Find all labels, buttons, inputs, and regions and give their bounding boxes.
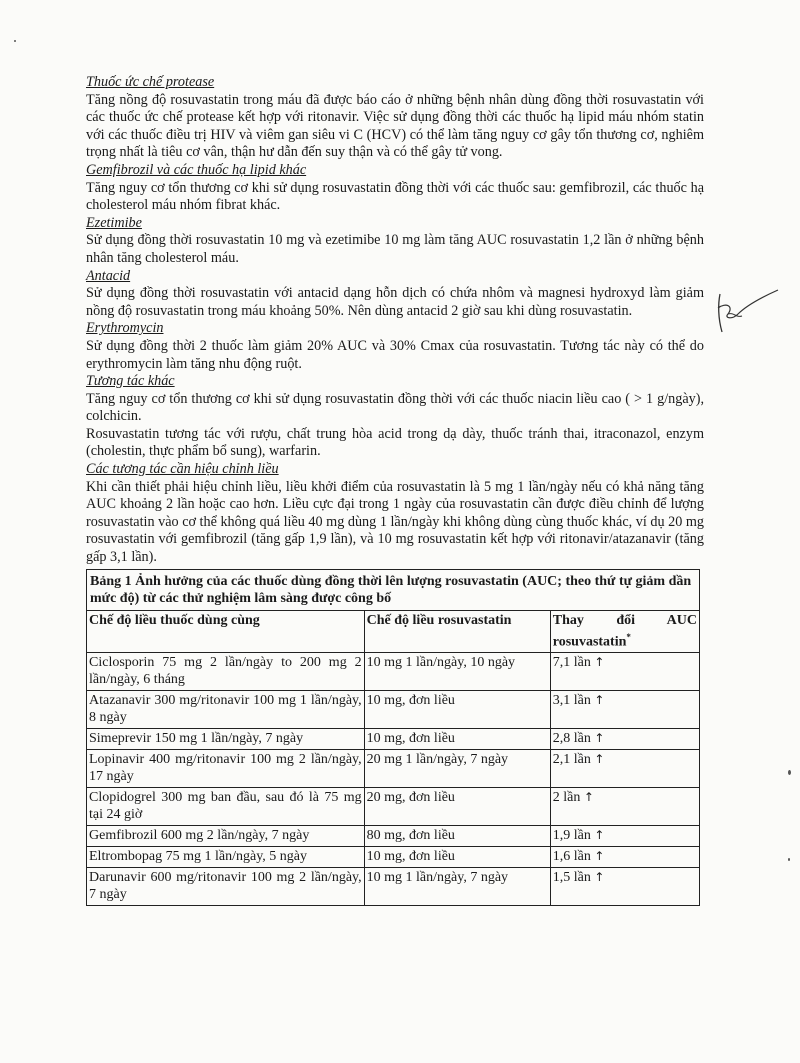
section-paragraph: Tăng nồng độ rosuvastatin trong máu đã được báo cáo ở những bệnh nhân dùng đồng thời rosuvastatin với các thuốc ức chế protease kết hợp với ritonavir. Việc sử dụng đồng thời các thuốc hạ lipid máu nhóm statin với các thuốc điều trị HIV và viêm gan siêu vi C (HCV) có thể làm tăng nguy cơ gây tổn thương cơ, nghiêm trọng nhất là tiêu cơ vân, thận hư dẫn đến suy thận và có thể gây tử vong. <box>86 91 704 161</box>
cell-rosuvastatin-dose <box>364 691 550 729</box>
cell-auc-change-text: 1,5 lần <box>552 870 591 886</box>
cell-coadministered-drug-text: Clopidogrel 300 mg ban đầu, sau đó là 75 mg tại 24 giờ <box>89 790 362 823</box>
document-page <box>86 74 704 906</box>
section-paragraph: Rosuvastatin tương tác với rượu, chất trung hòa acid trong dạ dày, thuốc tránh thai, itraconazol, enzym (cholestin, thực phẩm bổ sung), warfarin. <box>86 425 704 460</box>
table-body <box>87 653 700 906</box>
column-header-coadministered-drug: Chế độ liều thuốc dùng cùng <box>87 610 365 653</box>
cell-rosuvastatin-dose <box>364 847 550 868</box>
table-caption: Bảng 1 Ảnh hưởng của các thuốc dùng đồng thời lên lượng rosuvastatin (AUC; theo thứ tự giảm dần mức độ) từ các thử nghiệm lâm sàng được công bố <box>87 569 700 610</box>
table-row <box>87 691 700 729</box>
section-paragraph: Tăng nguy cơ tổn thương cơ khi sử dụng rosuvastatin đồng thời với các thuốc sau: gemfibrozil, các thuốc hạ cholesterol máu nhóm fibrat khác. <box>86 179 704 214</box>
cell-auc-change <box>550 826 699 847</box>
section-paragraph: Tăng nguy cơ tổn thương cơ khi sử dụng rosuvastatin đồng thời với các thuốc niacin liều cao ( > 1 g/ngày), colchicin. <box>86 390 704 425</box>
cell-coadministered-drug <box>87 868 365 906</box>
interaction-sections <box>86 74 704 567</box>
cell-auc-change <box>550 868 699 906</box>
section-paragraph: Khi cần thiết phải hiệu chỉnh liều, liều khởi điểm của rosuvastatin là 5 mg 1 lần/ngày nếu có khả năng tăng AUC khoảng 2 lần hoặc cao hơn. Liều cực đại trong 1 ngày của rosuvastatin cần được điều chỉnh để lượng rosuvastatin vào cơ thể không quá liều 40 mg dùng 1 lần/ngày khi không dùng cùng thuốc khác, ví dụ 20 mg rosuvastatin với gemfibrozil (tăng gấp 1,9 lần), và 10 mg rosuvastatin kết hợp với ritonavir/atazanavir (tăng gấp 3,1 lần). <box>86 478 704 566</box>
table-row <box>87 868 700 906</box>
scan-speck <box>788 770 791 775</box>
cell-auc-change <box>550 788 699 826</box>
cell-coadministered-drug <box>87 788 365 826</box>
increase-arrow-icon: ↑ <box>594 828 605 843</box>
cell-rosuvastatin-dose <box>364 826 550 847</box>
cell-coadministered-drug-text: Gemfibrozil 600 mg 2 lần/ngày, 7 ngày <box>89 828 310 844</box>
cell-rosuvastatin-dose-text: 80 mg, đơn liều <box>366 828 455 844</box>
table-header-row <box>87 610 700 653</box>
column-header-rosuvastatin-dose: Chế độ liều rosuvastatin <box>364 610 550 653</box>
column-header-auc-change-label: Thay đổi AUC rosuvastatin <box>552 612 697 650</box>
table-row <box>87 847 700 868</box>
section-title: Antacid <box>86 267 131 284</box>
cell-rosuvastatin-dose <box>364 729 550 750</box>
cell-rosuvastatin-dose-text: 20 mg, đơn liều <box>366 790 455 806</box>
cell-auc-change <box>550 847 699 868</box>
column-header-auc-change <box>550 610 699 653</box>
cell-coadministered-drug-text: Ciclosporin 75 mg 2 lần/ngày to 200 mg 2 lần/ngày, 6 tháng <box>89 655 362 688</box>
cell-auc-change <box>550 653 699 691</box>
cell-coadministered-drug <box>87 847 365 868</box>
table-row <box>87 653 700 691</box>
cell-coadministered-drug-text: Lopinavir 400 mg/ritonavir 100 mg 2 lần/ngày, 17 ngày <box>89 752 362 785</box>
section-paragraph: Sử dụng đồng thời 2 thuốc làm giảm 20% AUC và 30% Cmax của rosuvastatin. Tương tác này có thể do erythromycin làm tăng nhu động ruột. <box>86 337 704 372</box>
cell-auc-change-text: 7,1 lần <box>552 655 591 671</box>
section-paragraph: Sử dụng đồng thời rosuvastatin 10 mg và ezetimibe 10 mg làm tăng AUC rosuvastatin 1,2 lần ở những bệnh nhân tăng cholesterol máu. <box>86 232 704 266</box>
cell-rosuvastatin-dose-text: 10 mg, đơn liều <box>366 731 455 747</box>
increase-arrow-icon: ↑ <box>594 693 605 708</box>
cell-auc-change-text: 2 lần <box>552 790 581 806</box>
increase-arrow-icon: ↑ <box>594 655 605 670</box>
cell-rosuvastatin-dose-text: 10 mg 1 lần/ngày, 7 ngày <box>366 870 509 886</box>
cell-rosuvastatin-dose-text: 10 mg, đơn liều <box>366 849 455 865</box>
increase-arrow-icon: ↑ <box>594 870 605 885</box>
cell-rosuvastatin-dose-text: 20 mg 1 lần/ngày, 7 ngày <box>366 752 509 768</box>
table-caption-row <box>87 569 700 610</box>
cell-auc-change-text: 1,9 lần <box>552 828 591 844</box>
cell-rosuvastatin-dose <box>364 653 550 691</box>
section-title: Erythromycin <box>86 320 164 337</box>
cell-auc-change <box>550 729 699 750</box>
cell-auc-change-text: 3,1 lần <box>552 693 591 709</box>
cell-coadministered-drug <box>87 826 365 847</box>
cell-coadministered-drug-text: Darunavir 600 mg/ritonavir 100 mg 2 lần/ngày, 7 ngày <box>89 870 362 903</box>
cell-auc-change-text: 1,6 lần <box>552 849 591 865</box>
cell-coadministered-drug-text: Eltrombopag 75 mg 1 lần/ngày, 5 ngày <box>89 849 307 865</box>
table-row <box>87 729 700 750</box>
table-row <box>87 750 700 788</box>
section-paragraph: Sử dụng đồng thời rosuvastatin với antacid dạng hỗn dịch có chứa nhôm và magnesi hydroxyd làm giảm nồng độ rosuvastatin trong máu khoảng 50%. Nên dùng antacid 2 giờ sau khi dùng rosuvastatin. <box>86 285 704 319</box>
increase-arrow-icon: ↑ <box>583 790 594 805</box>
increase-arrow-icon: ↑ <box>594 731 605 746</box>
section-title: Thuốc ức chế protease <box>86 74 215 90</box>
section-title: Tương tác khác <box>86 373 175 390</box>
handwritten-signature <box>712 288 782 336</box>
cell-rosuvastatin-dose-text: 10 mg 1 lần/ngày, 10 ngày <box>366 655 516 671</box>
increase-arrow-icon: ↑ <box>594 849 605 864</box>
cell-rosuvastatin-dose-text: 10 mg, đơn liều <box>366 693 455 709</box>
cell-auc-change-text: 2,8 lần <box>552 731 591 747</box>
cell-rosuvastatin-dose <box>364 868 550 906</box>
cell-auc-change <box>550 691 699 729</box>
scan-speck <box>14 40 16 42</box>
table-row <box>87 826 700 847</box>
cell-rosuvastatin-dose <box>364 750 550 788</box>
scan-speck <box>788 858 790 861</box>
section-title: Gemfibrozil và các thuốc hạ lipid khác <box>86 161 307 178</box>
cell-coadministered-drug <box>87 653 365 691</box>
section-title: Ezetimibe <box>86 214 142 231</box>
cell-coadministered-drug <box>87 691 365 729</box>
auc-table <box>86 569 700 907</box>
cell-coadministered-drug <box>87 729 365 750</box>
increase-arrow-icon: ↑ <box>594 752 605 767</box>
cell-rosuvastatin-dose <box>364 788 550 826</box>
section-title: Các tương tác cần hiệu chỉnh liều <box>86 461 279 478</box>
footnote-mark: * <box>626 631 631 642</box>
table-row <box>87 788 700 826</box>
cell-auc-change <box>550 750 699 788</box>
cell-coadministered-drug-text: Atazanavir 300 mg/ritonavir 100 mg 1 lần/ngày, 8 ngày <box>89 693 362 726</box>
cell-coadministered-drug <box>87 750 365 788</box>
cell-auc-change-text: 2,1 lần <box>552 752 591 768</box>
cell-coadministered-drug-text: Simeprevir 150 mg 1 lần/ngày, 7 ngày <box>89 731 304 747</box>
